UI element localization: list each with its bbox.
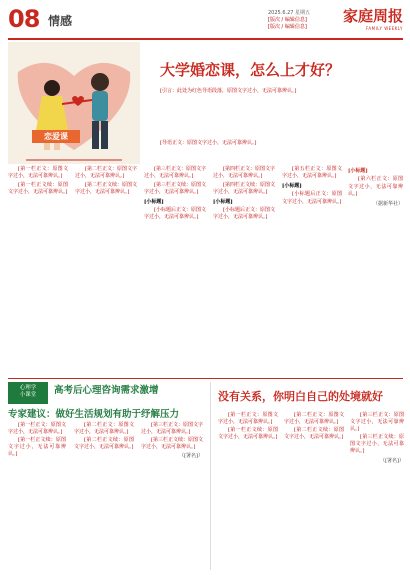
section-divider xyxy=(8,378,403,379)
article-column xyxy=(218,412,278,442)
article-column xyxy=(8,166,68,198)
page-number: 08 xyxy=(8,5,40,33)
lede-subtext: [导语正文：原图文字过小，无法可靠辨认。] xyxy=(160,140,257,146)
masthead xyxy=(8,4,403,40)
article-column xyxy=(284,412,344,442)
paragraph: [第四栏正文续：原图文字过小，无法可靠辨认。] xyxy=(213,181,275,196)
article-column xyxy=(350,412,404,465)
paragraph: [第二栏正文续：原图文字过小，无法可靠辨认。] xyxy=(75,181,137,196)
paragraph: [第二栏正文：原图文字过小，无法可靠辨认。] xyxy=(74,422,134,436)
headline: 大学婚恋课，怎么上才好？ xyxy=(160,61,341,79)
issue-editor: [版次 / 编辑信息] xyxy=(268,24,307,30)
lede-paragraph: [引言：此处为红色导语段落，原图文字过小，无法可靠辨认。] xyxy=(160,88,297,94)
article-column xyxy=(75,166,137,198)
subheading: [小标题] xyxy=(144,198,164,205)
subheading: [小标题] xyxy=(213,198,233,205)
paragraph: [第四栏正文：原图文字过小，无法可靠辨认。] xyxy=(213,166,275,180)
article-column xyxy=(144,166,206,223)
paragraph: [第二栏正文：原图文字过小，无法可靠辨认。] xyxy=(284,412,344,426)
column-rule xyxy=(210,382,211,570)
paragraph: [第五栏正文：原图文字过小，无法可靠辨认。] xyxy=(282,166,342,180)
main-article-body xyxy=(8,166,403,377)
byline: （据新华社） xyxy=(372,200,403,207)
paragraph: [第一栏正文续：原图文字过小，无法可靠辨认。] xyxy=(218,427,278,441)
article-column xyxy=(74,422,134,452)
illustration-caption: 恋爱课 xyxy=(32,130,80,143)
article-column xyxy=(8,422,66,459)
byline: （[署名]） xyxy=(179,453,203,460)
paragraph: [第一栏正文续：原图文字过小，无法可靠辨认。] xyxy=(8,181,68,196)
paragraph: [第一栏正文：原图文字过小，无法可靠辨认。] xyxy=(218,412,278,426)
paragraph: [第三栏正文：原图文字过小，无法可靠辨认。] xyxy=(141,422,203,436)
subheading: [小标题] xyxy=(282,182,302,189)
hero-illustration xyxy=(8,42,140,164)
paragraph: [第六栏正文：原图文字过小，无法可靠辨认。] xyxy=(348,176,403,198)
article-headline: 没有关系，你明白自己的处境就好 xyxy=(218,390,383,403)
paragraph: [小标题后正文：原图文字过小，无法可靠辨认。] xyxy=(213,207,275,221)
column-tag-line: 心理学 xyxy=(19,385,37,391)
article-column xyxy=(213,166,275,223)
paragraph: [第三栏正文续：原图文字过小，无法可靠辨认。] xyxy=(350,434,404,455)
paragraph: [第二栏正文续：原图文字过小，无法可靠辨认。] xyxy=(74,437,134,451)
brand-logo: 家庭周报 xyxy=(342,7,403,25)
section-name: 情感 xyxy=(48,14,73,28)
subheading: [小标题] xyxy=(348,168,368,174)
article-subheadline: 专家建议：做好生活规划有助于纾解压力 xyxy=(8,409,180,420)
article-headline: 高考后心理咨询需求激增 xyxy=(54,385,159,396)
paragraph: [小标题后正文：原图文字过小，无法可靠辨认。] xyxy=(144,207,206,221)
brand-english: FAMILY WEEKLY xyxy=(366,26,403,31)
byline: （[署名]） xyxy=(380,457,404,464)
paragraph: [第一栏正文：原图文字过小，无法可靠辨认。] xyxy=(8,422,66,436)
couple-illustration-icon xyxy=(8,42,140,164)
issue-info xyxy=(268,10,324,31)
article-column xyxy=(282,166,342,207)
paragraph: [第三栏正文：原图文字过小，无法可靠辨认。] xyxy=(144,166,206,180)
issue-editor: [版次 / 编辑信息] xyxy=(268,17,307,23)
issue-date: 2025.6.27 星期五 xyxy=(268,10,311,16)
bottom-section xyxy=(8,382,403,572)
paragraph: [第三栏正文：原图文字过小，无法可靠辨认。] xyxy=(350,412,404,433)
paragraph: [第三栏正文续：原图文字过小，无法可靠辨认。] xyxy=(141,437,203,451)
column-tag xyxy=(8,382,48,404)
hero-section xyxy=(8,40,403,166)
paragraph: [第一栏正文：原图文字过小，无法可靠辨认。] xyxy=(8,166,68,180)
column-tag-line: 小课堂 xyxy=(19,392,37,398)
paragraph: [第三栏正文续：原图文字过小，无法可靠辨认。] xyxy=(144,181,206,196)
paragraph: [第二栏正文：原图文字过小，无法可靠辨认。] xyxy=(75,166,137,180)
paragraph: [小标题后正文：原图文字过小，无法可靠辨认。] xyxy=(282,191,342,205)
paragraph: [第二栏正文续：原图文字过小，无法可靠辨认。] xyxy=(284,427,344,441)
paragraph: [第一栏正文续：原图文字过小，无法可靠辨认。] xyxy=(8,437,66,458)
article-column xyxy=(348,166,403,208)
article-column xyxy=(141,422,203,460)
